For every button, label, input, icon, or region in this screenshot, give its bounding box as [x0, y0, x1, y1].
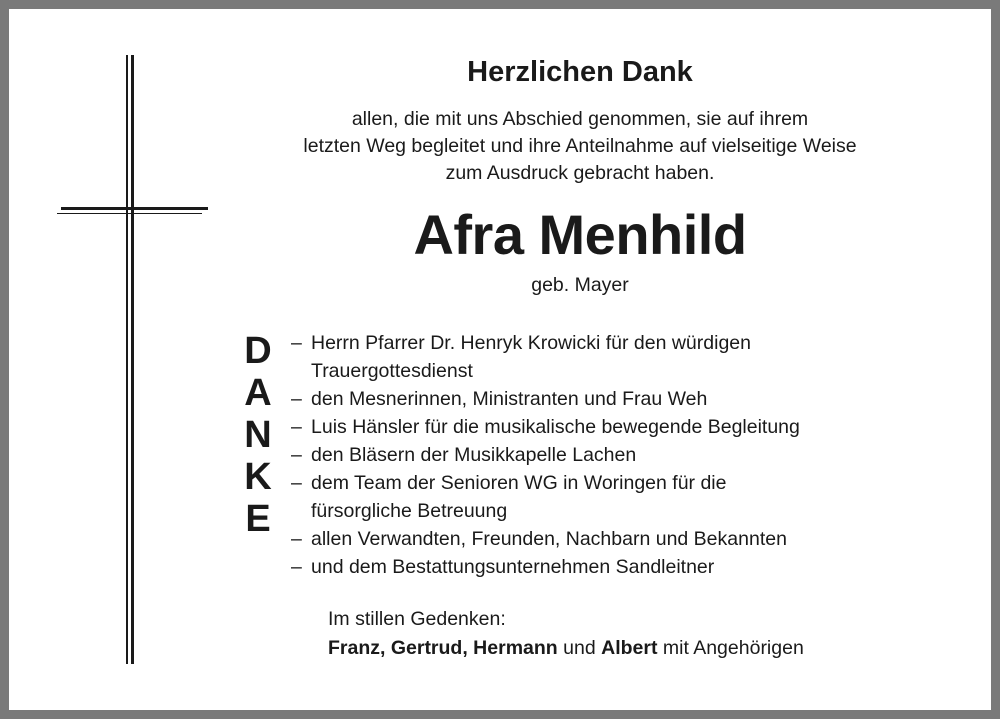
thanks-item-continuation: fürsorgliche Betreuung — [311, 500, 508, 522]
thanks-text: den Mesnerinnen, Ministranten und Frau Weh — [311, 388, 708, 410]
thanks-item-continuation: Trauergottesdienst — [311, 360, 473, 382]
birth-name: geb. Mayer — [531, 274, 629, 296]
dash: – — [291, 388, 302, 410]
family-name-bold: Albert — [601, 637, 658, 659]
thanks-text: den Bläsern der Musikkapelle Lachen — [311, 444, 637, 466]
thanks-item — [291, 441, 931, 469]
thanks-list — [291, 329, 931, 581]
thanks-item — [291, 553, 931, 581]
dash: – — [291, 444, 302, 466]
intro-line: zum Ausdruck gebracht haben. — [445, 162, 715, 184]
thanks-text: und dem Bestattungsunternehmen Sandleitner — [311, 556, 715, 578]
cross-vertical-line — [126, 55, 128, 664]
cross-horizontal-line — [57, 213, 202, 214]
thanks-text: Luis Hänsler für die musikalische bewegende Begleitung — [311, 416, 800, 438]
thanks-text: Herrn Pfarrer Dr. Henryk Krowicki für den würdigen — [311, 332, 751, 354]
cross-horizontal-line — [61, 207, 208, 210]
thanks-item — [291, 329, 931, 357]
deceased-name: Afra Menhild — [413, 203, 747, 266]
danke-letter: D — [244, 330, 272, 372]
danke-vertical-word — [236, 330, 280, 540]
danke-letter: E — [245, 498, 271, 540]
family-names-bold: Franz, Gertrud, Hermann — [328, 637, 558, 659]
dash: – — [291, 472, 302, 494]
connector: und — [563, 637, 596, 659]
intro-line: allen, die mit uns Abschied genommen, sie auf ihrem — [351, 108, 809, 130]
danke-letter: K — [244, 456, 272, 498]
thanks-item — [291, 525, 931, 553]
thanks-item — [291, 469, 931, 497]
thanks-item — [291, 413, 931, 441]
danke-letter: N — [244, 414, 272, 456]
thanks-item — [291, 385, 931, 413]
family-suffix: mit Angehörigen — [662, 637, 804, 659]
family-names — [328, 634, 948, 663]
closing-signature — [328, 605, 948, 663]
cross-vertical-line — [131, 55, 134, 664]
intro-line: letzten Weg begleitet und ihre Anteilnahme auf vielseitige Weise — [303, 135, 857, 157]
closing-line: Im stillen Gedenken: — [328, 608, 506, 630]
dash: – — [291, 332, 302, 354]
dash: – — [291, 416, 302, 438]
thanks-text: allen Verwandten, Freunden, Nachbarn und Bekannten — [311, 528, 787, 550]
heading: Herzlichen Dank — [467, 56, 693, 88]
dash: – — [291, 556, 302, 578]
danke-letter: A — [244, 372, 272, 414]
dash: – — [291, 528, 302, 550]
thanks-text: dem Team der Senioren WG in Woringen für die — [311, 472, 727, 494]
intro-text — [230, 106, 930, 187]
